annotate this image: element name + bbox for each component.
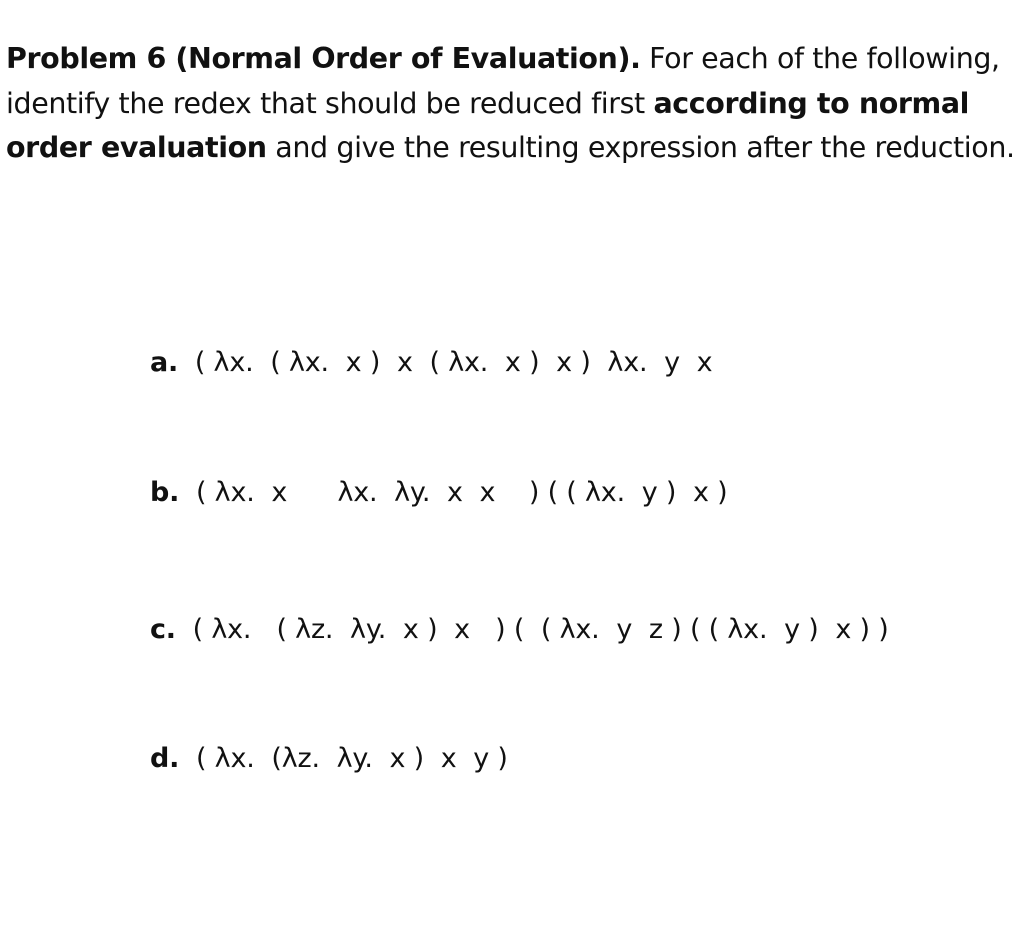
problem-emphasis: according to normal order evaluation: [6, 86, 970, 164]
problem-text-part2: and give the resulting expression after the reduction.: [266, 131, 1015, 164]
item-label: b.: [150, 477, 180, 508]
item-label: d.: [150, 743, 180, 774]
problem-item-b: [150, 477, 727, 508]
problem-item-d: [150, 743, 508, 774]
item-label: c.: [150, 614, 176, 645]
lambda-expression: ( λx. ( λx. x ) x ( λx. x ) x ) λx. y x: [178, 347, 713, 378]
lambda-expression: ( λx. ( λz. λy. x ) x ) ( ( λx. y z ) ( ( λx. y ) x ) ): [175, 614, 889, 645]
problem-text-part1: For each of the following, identify the redex that should be reduced first: [6, 42, 1000, 120]
item-label: a.: [150, 347, 179, 378]
problem-heading: Problem 6 (Normal Order of Evaluation).: [6, 42, 641, 75]
problem-item-c: [150, 614, 889, 645]
problem-statement: [6, 37, 1016, 171]
lambda-expression: ( λx. (λz. λy. x ) x y ): [179, 743, 508, 774]
lambda-expression: ( λx. x λx. λy. x x ) ( ( λx. y ) x ): [179, 477, 728, 508]
problem-item-a: [150, 347, 712, 378]
